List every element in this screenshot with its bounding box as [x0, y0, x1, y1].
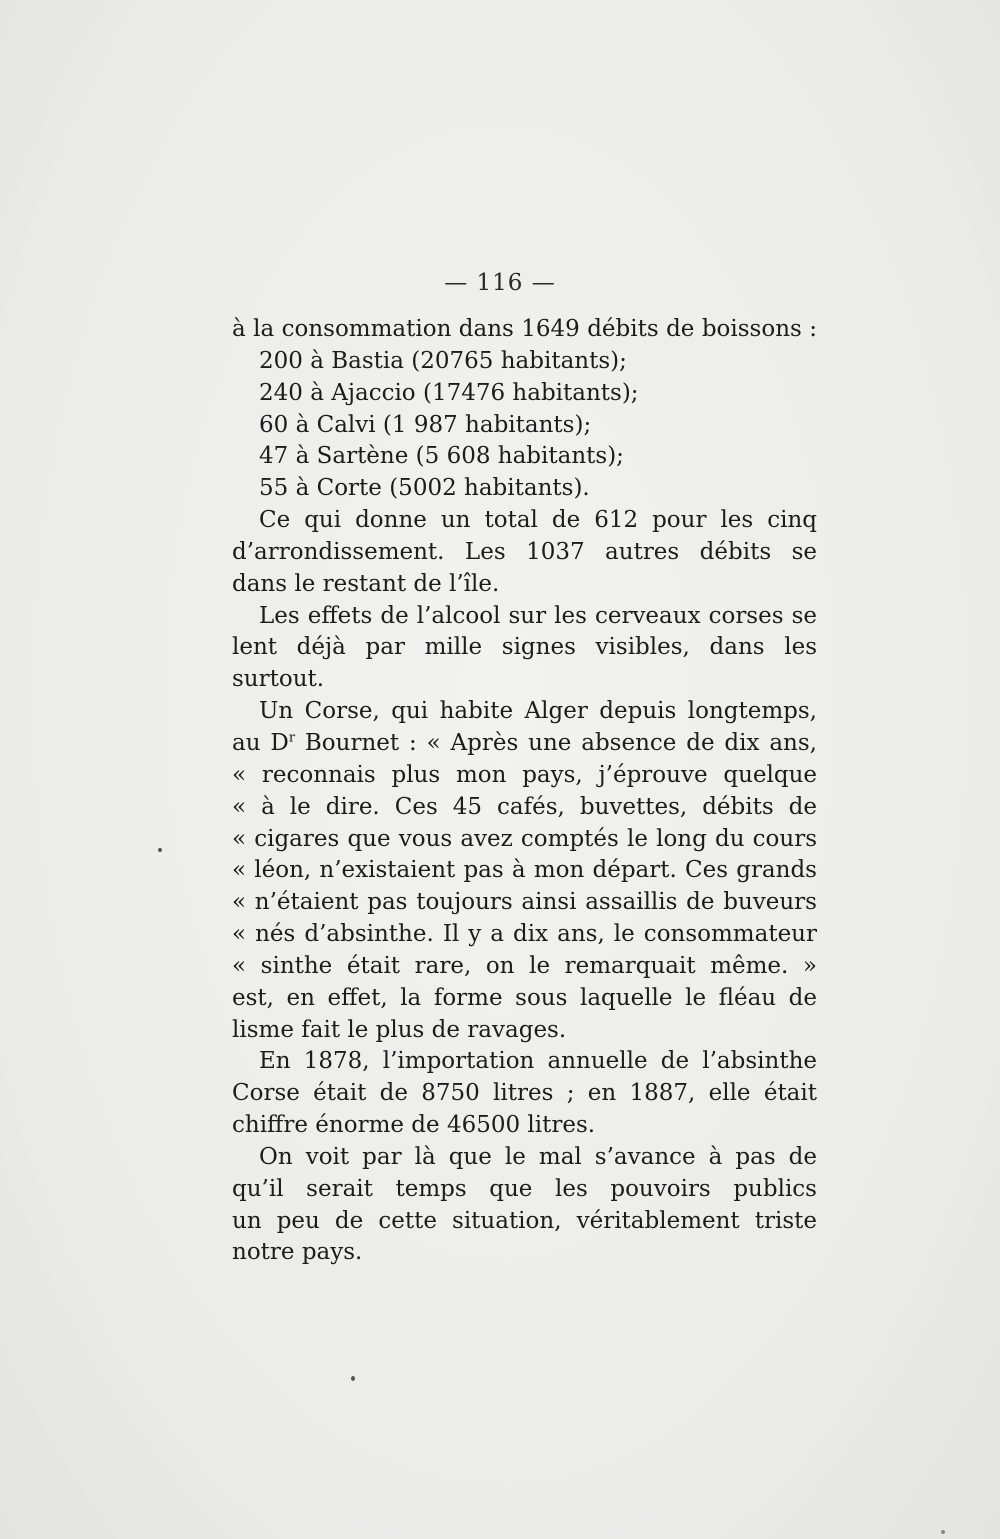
text-line: Les effets de l’alcool sur les cerveaux corses se [259, 602, 817, 629]
text-line: est, en effet, la forme sous laquelle le fléau de [232, 984, 817, 1011]
paper-speck [158, 848, 162, 852]
text-line: d’arrondissement. Les 1037 autres débits se [232, 538, 817, 565]
text-segment: au D [232, 729, 289, 756]
text-line: « cigares que vous avez comptés le long du cours [232, 825, 817, 852]
text-segment: Bournet : « Après une absence de dix ans, [304, 729, 817, 756]
paper-speck [941, 1530, 945, 1534]
paper-speck [351, 1376, 355, 1381]
text-line: 200 à Bastia (20765 habitants); [259, 347, 627, 374]
text-line: 60 à Calvi (1 987 habitants); [259, 411, 592, 438]
text-line: notre pays. [232, 1239, 363, 1266]
text-line: En 1878, l’importation annuelle de l’absinthe [259, 1048, 817, 1075]
text-line: lisme fait le plus de ravages. [232, 1016, 567, 1043]
text-line: à la consommation dans 1649 débits de boissons : [232, 316, 817, 342]
text-line: « nés d’absinthe. Il y a dix ans, le consommateur [232, 921, 817, 948]
text-line: « sinthe était rare, on le remarquait même. » [232, 952, 817, 979]
text-line: dans le restant de l’île. [232, 570, 500, 597]
text-line: Un Corse, qui habite Alger depuis longtemps, [259, 698, 817, 725]
page-number: — 116 — [444, 270, 556, 296]
text-line: « à le dire. Ces 45 cafés, buvettes, débits de [232, 793, 817, 820]
text-line: 240 à Ajaccio (17476 habitants); [259, 379, 639, 406]
superscript: r [288, 730, 296, 746]
body-text [232, 314, 817, 1269]
text-line: On voit par là que le mal s’avance à pas de [259, 1143, 817, 1170]
text-line: 55 à Corte (5002 habitants). [259, 475, 590, 502]
text-line: « léon, n’existaient pas à mon départ. Ces grands [232, 857, 817, 884]
text-line: « n’étaient pas toujours ainsi assaillis de buveurs [232, 889, 817, 916]
text-line: Corse était de 8750 litres ; en 1887, elle était [232, 1080, 817, 1107]
text-line: un peu de cette situation, véritablement triste [232, 1207, 817, 1234]
text-line: Ce qui donne un total de 612 pour les cinq [259, 507, 817, 534]
text-line [232, 728, 817, 760]
text-line: 47 à Sartène (5 608 habitants); [259, 443, 624, 470]
text-line: qu’il serait temps que les pouvoirs publics [232, 1175, 817, 1202]
text-line: « reconnais plus mon pays, j’éprouve quelque [232, 761, 817, 788]
text-line: surtout. [232, 666, 325, 693]
text-line: chiffre énorme de 46500 litres. [232, 1112, 596, 1139]
text-line: lent déjà par mille signes visibles, dans les [232, 634, 817, 661]
